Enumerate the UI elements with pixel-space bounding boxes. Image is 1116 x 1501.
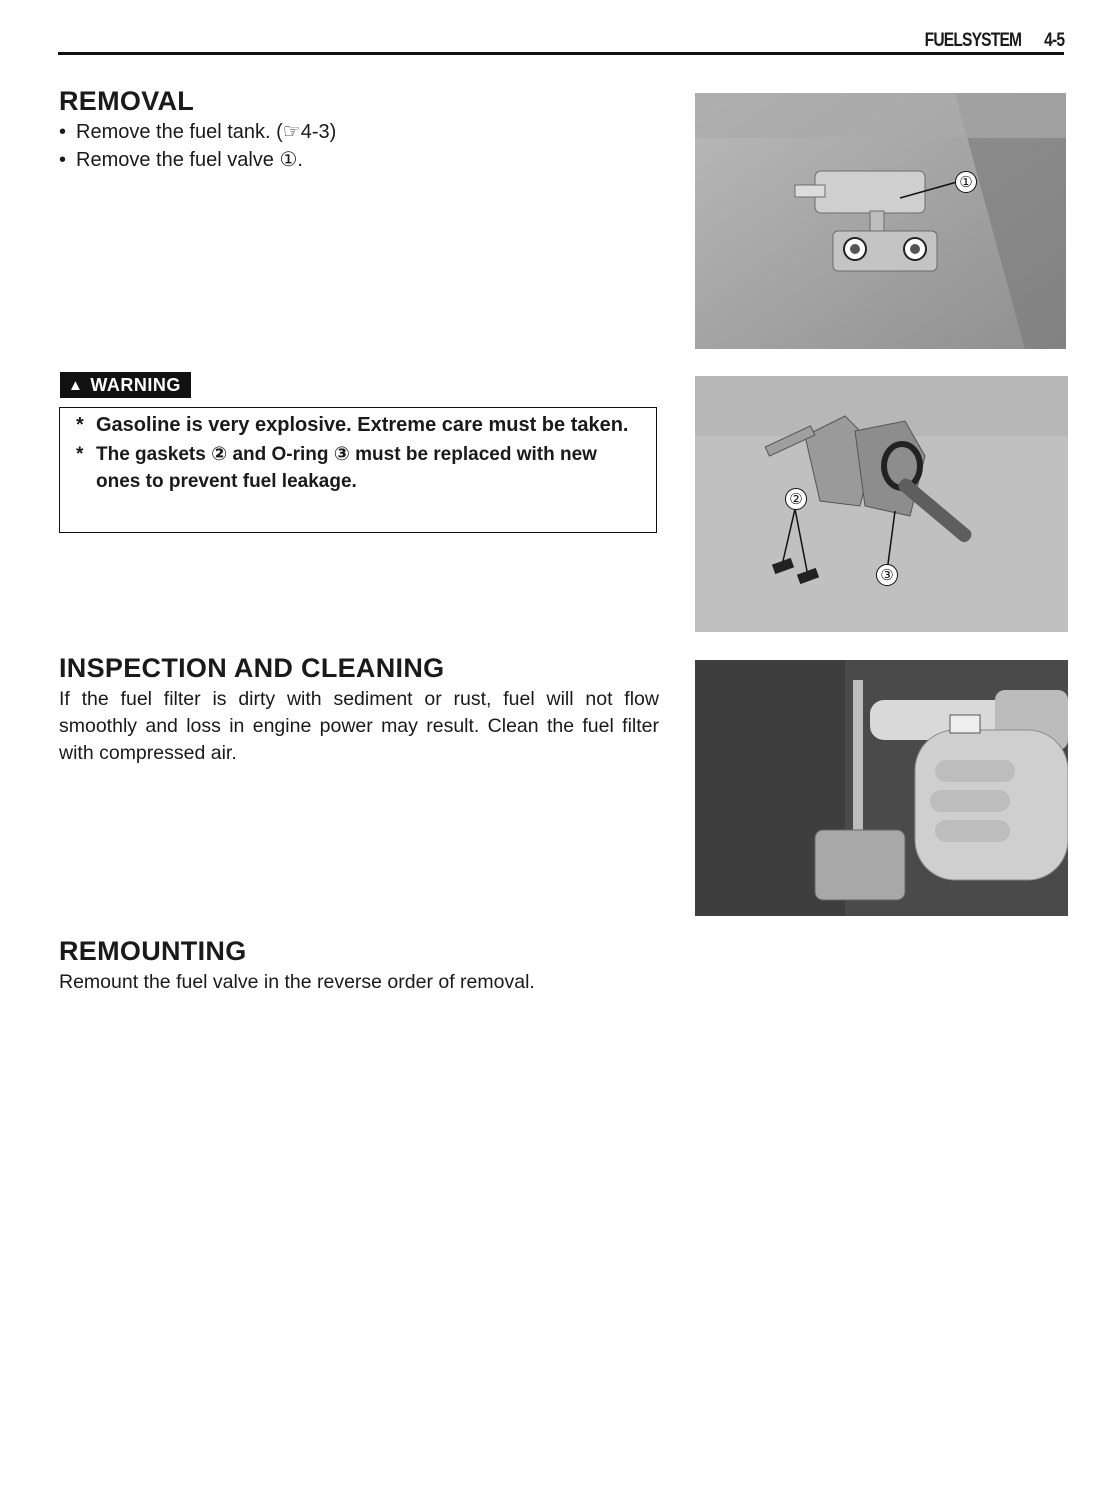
warning-item: * Gasoline is very explosive. Extreme care must be taken. — [76, 412, 638, 439]
removed-valve-illustration — [695, 376, 1068, 632]
callout-1: ① — [955, 171, 977, 193]
inspection-text: If the fuel filter is dirty with sediment or rust, fuel will not flow smoothly and loss in engine power may result. Clean the fuel filter with compressed air. — [59, 688, 659, 764]
air-cleaning-photo — [695, 660, 1068, 916]
removal-step: • Remove the fuel valve ①. — [59, 146, 336, 174]
removal-steps — [59, 118, 336, 174]
callout-3: ③ — [876, 564, 898, 586]
inspection-title: INSPECTION AND CLEANING — [59, 653, 445, 683]
fuel-valve-illustration — [695, 93, 1066, 349]
section-name: FUELSYSTEM — [924, 30, 1021, 51]
callout-2: ② — [785, 488, 807, 510]
page-header — [924, 30, 1064, 52]
warning-box — [59, 407, 657, 533]
remounting-text: Remount the fuel valve in the reverse order of removal. — [59, 971, 535, 993]
remounting-title: REMOUNTING — [59, 936, 247, 966]
warning-item-text: The gaskets ② and O-ring ③ must be replaced with new ones to prevent fuel leakage. — [96, 444, 597, 492]
air-cleaning-illustration — [695, 660, 1068, 916]
fuel-valve-photo — [695, 93, 1066, 349]
warning-item-text: Gasoline is very explosive. Extreme care must be taken. — [96, 414, 629, 436]
warning-tag — [60, 372, 191, 398]
header-rule — [58, 52, 1064, 55]
warning-tag-label: WARNING — [90, 374, 181, 395]
removal-step: • Remove the fuel tank. (☞4-3) — [59, 118, 336, 146]
removal-title: REMOVAL — [59, 86, 195, 116]
warning-item: * The gaskets ② and O-ring ③ must be replaced with new ones to prevent fuel leakage. — [76, 441, 638, 495]
warning-triangle-icon: ▲ — [68, 376, 84, 394]
removed-valve-photo — [695, 376, 1068, 632]
page-number: 4-5 — [1043, 30, 1064, 51]
